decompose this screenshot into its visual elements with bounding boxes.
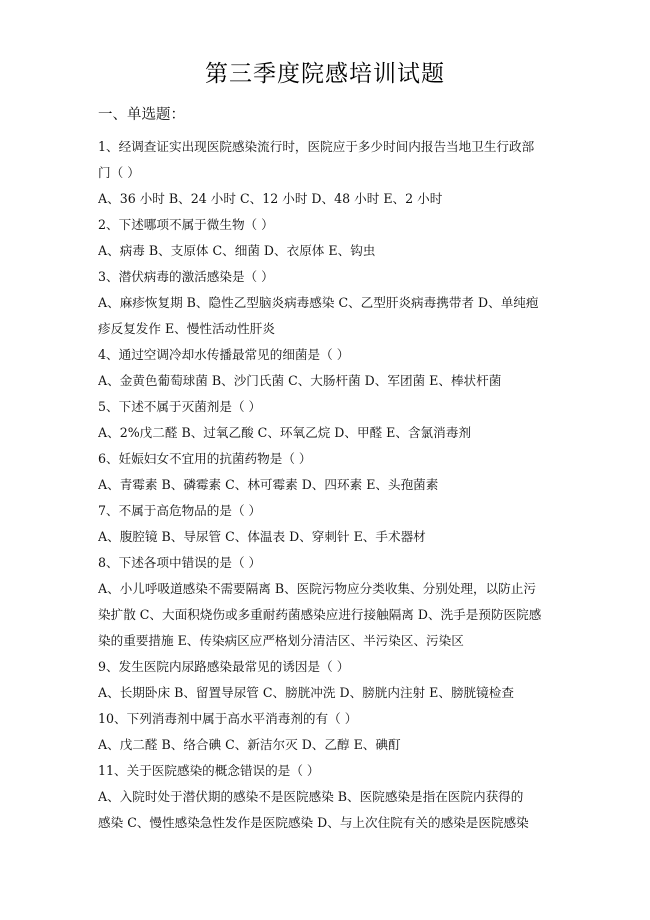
text-line: 6、妊娠妇女不宜用的抗菌药物是（ ） — [98, 451, 312, 466]
text-line: 7、不属于高危物品的是（ ） — [98, 503, 262, 518]
text-line: A、入院时处于潜伏期的感染不是医院感染 B、医院感染是指在医院内获得的 — [98, 789, 524, 804]
text-line: 5、下述不属于灭菌剂是（ ） — [98, 399, 262, 414]
text-line: A、2%戊二醛 B、过氧乙酸 C、环氧乙烷 D、甲醛 E、含氯消毒剂 — [98, 425, 471, 440]
page-title: 第三季度院感培训试题 — [205, 61, 445, 87]
text-line: 1、经调查证实出现医院感染流行时，医院应于多少时间内报告当地卫生行政部 — [98, 139, 535, 154]
text-line: 3、潜伏病毒的激活感染是（ ） — [98, 269, 274, 284]
text-line: A、戊二醛 B、络合碘 C、新洁尔灭 D、乙醇 E、碘酊 — [98, 737, 401, 752]
text-line: 门（ ） — [98, 165, 140, 180]
text-line: A、青霉素 B、磷霉素 C、林可霉素 D、四环素 E、头孢菌素 — [98, 477, 439, 492]
text-line: A、金黄色葡萄球菌 B、沙门氏菌 C、大肠杆菌 D、军团菌 E、棒状杆菌 — [98, 373, 502, 388]
text-line: A、长期卧床 B、留置导尿管 C、膀胱冲洗 D、膀胱内注射 E、膀胱镜检查 — [98, 685, 514, 700]
text-line: 8、下述各项中错误的是（ ） — [98, 555, 262, 570]
question-list — [98, 134, 550, 836]
text-line: 11、关于医院感染的概念错误的是（ ） — [98, 763, 320, 778]
text-line: 疹反复发作 E、慢性活动性肝炎 — [98, 321, 275, 336]
text-line: A、小儿呼吸道感染不需要隔离 B、医院污物应分类收集、分别处理，以防止污 — [98, 581, 536, 596]
text-line: A、腹腔镜 B、导尿管 C、体温表 D、穿刺针 E、手术器材 — [98, 529, 426, 544]
text-line: 染扩散 C、大面积烧伤或多重耐药菌感染应进行接触隔离 D、洗手是预防医院感 — [98, 607, 542, 622]
text-line: 染的重要措施 E、传染病区应严格划分清洁区、半污染区、污染区 — [98, 633, 464, 648]
text-line: 感染 C、慢性感染急性发作是医院感染 D、与上次住院有关的感染是医院感染 — [98, 815, 529, 830]
text-line: 2、下述哪项不属于微生物（ ） — [98, 217, 274, 232]
text-line: 4、通过空调冷却水传播最常见的细菌是（ ） — [98, 347, 350, 362]
text-line: A、病毒 B、支原体 C、细菌 D、衣原体 E、钩虫 — [98, 243, 376, 258]
section-heading: 一、单选题： — [98, 107, 185, 123]
text-line: 9、发生医院内尿路感染最常见的诱因是（ ） — [98, 659, 350, 674]
text-line: A、36 小时 B、24 小时 C、12 小时 D、48 小时 E、2 小时 — [98, 191, 443, 206]
text-line: 10、下列消毒剂中属于高水平消毒剂的有（ ） — [98, 711, 358, 726]
text-line: A、麻疹恢复期 B、隐性乙型脑炎病毒感染 C、乙型肝炎病毒携带者 D、单纯疱 — [98, 295, 539, 310]
